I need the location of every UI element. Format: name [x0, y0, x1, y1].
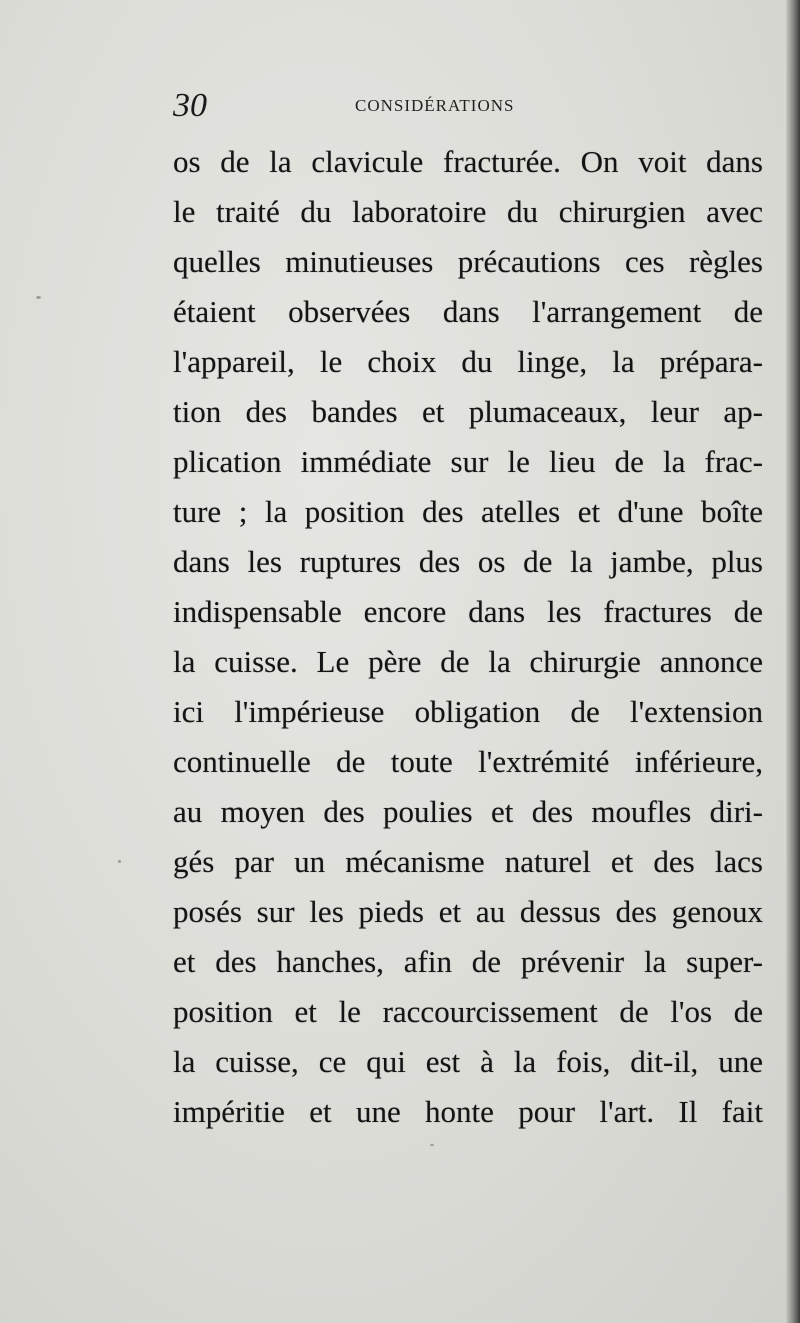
- body-text: [173, 137, 763, 1137]
- paper-speck: [36, 296, 41, 299]
- text-line: et des hanches, afin de prévenir la super-: [173, 944, 763, 979]
- page-header: [173, 86, 573, 126]
- text-line: quelles minutieuses précautions ces règles: [173, 244, 763, 279]
- paper-speck: [430, 1144, 434, 1146]
- text-line: le traité du laboratoire du chirurgien avec: [173, 194, 763, 229]
- text-line: étaient observées dans l'arrangement de: [173, 294, 763, 329]
- text-line: os de la clavicule fracturée. On voit dans: [173, 144, 763, 179]
- text-line: gés par un mécanisme naturel et des lacs: [173, 844, 763, 879]
- text-line: posés sur les pieds et au dessus des genoux: [173, 894, 763, 929]
- paper-speck: [118, 860, 121, 863]
- text-line: au moyen des poulies et des moufles diri-: [173, 794, 763, 829]
- page-number: 30: [173, 87, 207, 124]
- text-line: indispensable encore dans les fractures de: [173, 594, 763, 629]
- text-line: continuelle de toute l'extrémité inférieure,: [173, 744, 763, 779]
- text-line: tion des bandes et plumaceaux, leur ap-: [173, 394, 763, 429]
- text-line: ture ; la position des atelles et d'une boîte: [173, 494, 763, 529]
- text-line: position et le raccourcissement de l'os de: [173, 994, 763, 1029]
- text-line: ici l'impérieuse obligation de l'extension: [173, 694, 763, 729]
- text-line: plication immédiate sur le lieu de la frac-: [173, 444, 763, 479]
- text-line: la cuisse. Le père de la chirurgie annonce: [173, 644, 763, 679]
- running-head: CONSIDÉRATIONS: [355, 96, 515, 115]
- text-line: impéritie et une honte pour l'art. Il fait: [173, 1094, 763, 1129]
- page-edge-shadow: [786, 0, 800, 1323]
- text-line: l'appareil, le choix du linge, la prépara-: [173, 344, 763, 379]
- text-line: la cuisse, ce qui est à la fois, dit-il, une: [173, 1044, 763, 1079]
- text-line: dans les ruptures des os de la jambe, plus: [173, 544, 763, 579]
